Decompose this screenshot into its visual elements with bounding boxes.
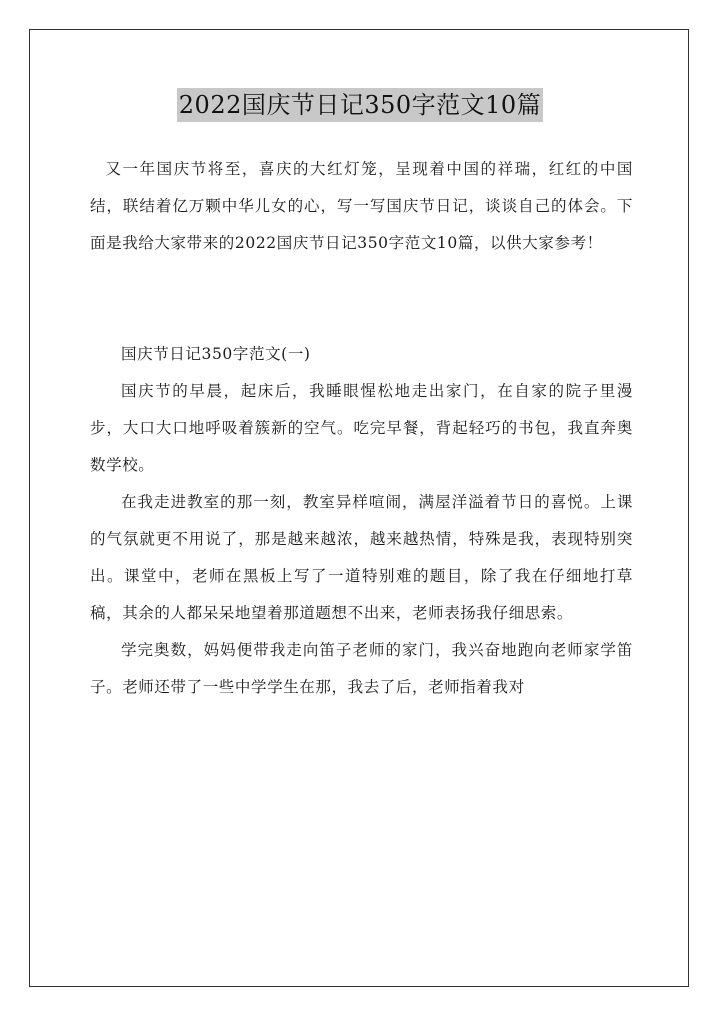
body-paragraph: 在我走进教室的那一刻，教室异样喧闹，满屋洋溢着节日的喜悦。上课的气氛就更不用说了，那是越来越浓，越来越热情，特殊是我，表现特别突出。课堂中，老师在黑板上写了一道特别难的题目，除了我在仔细地打草稿，其余的人都呆呆地望着那道题想不出来，老师表扬我仔细思索。 bbox=[90, 493, 633, 622]
body-paragraph: 学完奥数，妈妈便带我走向笛子老师的家门，我兴奋地跑向老师家学笛子。老师还带了一些中学学生在那，我去了后，老师指着我对 bbox=[90, 641, 633, 696]
document-body bbox=[90, 151, 633, 706]
body-paragraph: 国庆节的早晨，起床后，我睡眼惺松地走出家门，在自家的院子里漫步，大口大口地呼吸着簇新的空气。吃完早餐，背起轻巧的书包，我直奔奥数学校。 bbox=[90, 382, 633, 474]
document-title: 2022国庆节日记350字范文10篇 bbox=[177, 88, 543, 122]
section-title: 国庆节日记350字范文(一) bbox=[121, 345, 311, 363]
spacer bbox=[90, 262, 633, 336]
intro-paragraph: 又一年国庆节将至，喜庆的大红灯笼，呈现着中国的祥瑞，红红的中国结，联结着亿万颗中华儿女的心，写一写国庆节日记，谈谈自己的体会。下面是我给大家带来的2022国庆节日记350字范文10篇，以供大家参考！ bbox=[90, 160, 633, 252]
title-container bbox=[0, 88, 720, 122]
